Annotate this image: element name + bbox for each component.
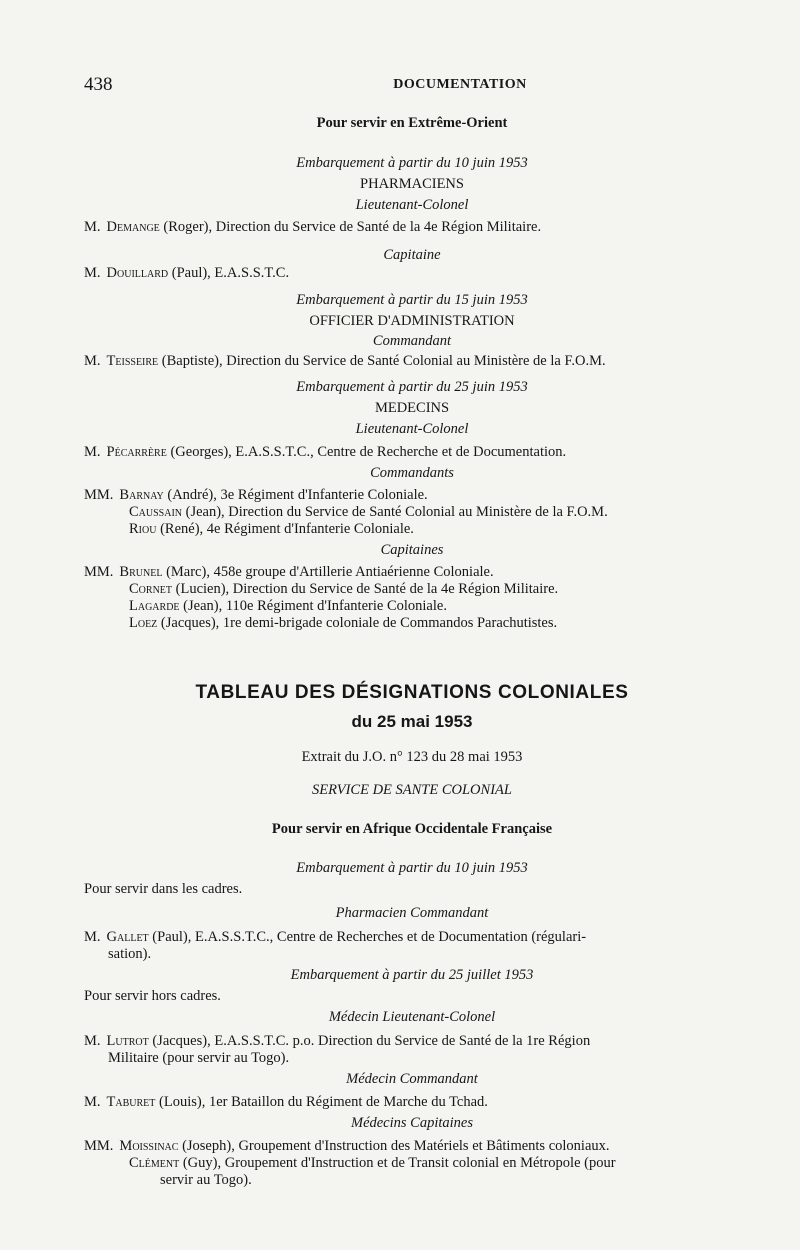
entry-text: (Jacques), 1re demi-brigade coloniale de Commandos Parachutistes.: [160, 615, 558, 631]
entry-text: (André), 3e Régiment d'Infanterie Coloniale.: [167, 487, 428, 503]
entry-text: (Georges), E.A.S.S.T.C., Centre de Recherche et de Documentation.: [170, 444, 567, 460]
entry-prefix: MM.: [84, 1138, 114, 1154]
entry-name: Caussain: [129, 504, 183, 520]
entry-text: (Roger), Direction du Service de Santé de la 4e Région Militaire.: [163, 219, 542, 235]
entry-name: Pécarrère: [106, 444, 167, 460]
entry-line: [84, 486, 428, 504]
entry-name: Clément: [129, 1155, 180, 1171]
entry-name: Douillard: [106, 265, 169, 281]
table-date: du 25 mai 1953: [351, 712, 473, 731]
section-heading: Pour servir en Extrême-Orient: [316, 115, 508, 131]
category-heading: PHARMACIENS: [360, 176, 464, 192]
grade-heading: Capitaines: [380, 542, 444, 558]
entry-text: (René), 4e Régiment d'Infanterie Coloniale.: [160, 521, 414, 537]
grade-heading: Lieutenant-Colonel: [355, 421, 469, 437]
grade-heading: Lieutenant-Colonel: [355, 197, 469, 213]
entry-line: [84, 1093, 488, 1111]
category-heading: OFFICIER D'ADMINISTRATION: [309, 313, 515, 329]
grade-heading: Médecins Capitaines: [350, 1115, 474, 1131]
entry-line: [129, 614, 557, 632]
page-header: [84, 74, 716, 96]
entry-continuation: servir au Togo).: [160, 1172, 252, 1188]
grade-heading: Médecin Commandant: [346, 1071, 478, 1087]
entry-name: Teisseire: [106, 353, 159, 369]
note-line: Pour servir hors cadres.: [84, 988, 221, 1004]
entry-line: [84, 264, 289, 282]
entry-text: (Louis), 1er Bataillon du Régiment de Marche du Tchad.: [159, 1094, 488, 1110]
grade-heading: Commandant: [372, 333, 452, 349]
entry-line: [84, 352, 606, 370]
entry-name: Gallet: [106, 929, 149, 945]
entry-text: (Paul), E.A.S.S.T.C., Centre de Recherches et de Documentation (régulari-: [152, 929, 587, 945]
embark-line: Embarquement à partir du 25 juin 1953: [296, 379, 528, 395]
entry-line: [84, 1032, 590, 1050]
entry-prefix: MM.: [84, 564, 114, 580]
entry-text: (Guy), Groupement d'Instruction et de Transit colonial en Métropole (pour: [182, 1155, 616, 1171]
grade-heading: Capitaine: [383, 247, 441, 263]
entry-line: [84, 928, 586, 946]
entry-prefix: M.: [84, 353, 101, 369]
running-title: DOCUMENTATION: [393, 77, 527, 92]
page-number: 438: [84, 74, 113, 95]
embark-line: Embarquement à partir du 15 juin 1953: [296, 292, 528, 308]
entry-continuation: sation).: [108, 946, 152, 962]
embark-line: Embarquement à partir du 10 juin 1953: [296, 155, 528, 171]
entry-prefix: M.: [84, 219, 101, 235]
category-heading: MEDECINS: [374, 400, 450, 416]
grade-heading: Médecin Lieutenant-Colonel: [328, 1009, 496, 1025]
extract-line: Extrait du J.O. n° 123 du 28 mai 1953: [301, 749, 523, 765]
entry-line: [129, 1154, 616, 1172]
entry-name: Taburet: [106, 1094, 156, 1110]
entry-text: (Lucien), Direction du Service de Santé de la 4e Région Militaire.: [175, 581, 559, 597]
entry-text: (Jacques), E.A.S.S.T.C. p.o. Direction du Service de Santé de la 1re Région: [152, 1033, 591, 1049]
entry-name: Riou: [129, 521, 157, 537]
entry-name: Demange: [106, 219, 160, 235]
entry-prefix: M.: [84, 929, 101, 945]
entry-prefix: M.: [84, 265, 101, 281]
entry-line: [129, 597, 447, 615]
entry-text: (Marc), 458e groupe d'Artillerie Antiaérienne Coloniale.: [166, 564, 494, 580]
entry-line: [84, 443, 566, 461]
entry-name: Barnay: [119, 487, 164, 503]
entry-name: Lutrot: [106, 1033, 149, 1049]
entry-text: (Jean), Direction du Service de Santé Colonial au Ministère de la F.O.M.: [185, 504, 608, 520]
entry-prefix: M.: [84, 1094, 101, 1110]
note-line: Pour servir dans les cadres.: [84, 881, 243, 897]
entry-text: (Paul), E.A.S.S.T.C.: [171, 265, 290, 281]
service-line: SERVICE DE SANTE COLONIAL: [312, 782, 512, 798]
grade-heading: Commandants: [370, 465, 454, 481]
table-title: TABLEAU DES DÉSIGNATIONS COLONIALES: [195, 682, 629, 703]
entry-line: [129, 503, 608, 521]
entry-text: (Joseph), Groupement d'Instruction des Matériels et Bâtiments coloniaux.: [182, 1138, 610, 1154]
entry-prefix: M.: [84, 444, 101, 460]
entry-line: [84, 1137, 610, 1155]
entry-name: Brunel: [119, 564, 163, 580]
entry-name: Moissinac: [119, 1138, 179, 1154]
entry-name: Lagarde: [129, 598, 180, 614]
embark-line: Embarquement à partir du 10 juin 1953: [296, 860, 528, 876]
grade-heading: Pharmacien Commandant: [335, 905, 489, 921]
entry-name: Cornet: [129, 581, 173, 597]
entry-line: [84, 563, 494, 581]
entry-name: Loez: [129, 615, 158, 631]
entry-continuation: Militaire (pour servir au Togo).: [108, 1050, 290, 1066]
entry-line: [84, 218, 541, 236]
section-heading: Pour servir en Afrique Occidentale Française: [271, 821, 553, 837]
embark-line: Embarquement à partir du 25 juillet 1953: [290, 967, 534, 983]
entry-line: [129, 520, 414, 538]
entry-prefix: M.: [84, 1033, 101, 1049]
entry-line: [129, 580, 558, 598]
entry-prefix: MM.: [84, 487, 114, 503]
entry-text: (Jean), 110e Régiment d'Infanterie Coloniale.: [183, 598, 447, 614]
entry-text: (Baptiste), Direction du Service de Santé Colonial au Ministère de la F.O.M.: [161, 353, 606, 369]
